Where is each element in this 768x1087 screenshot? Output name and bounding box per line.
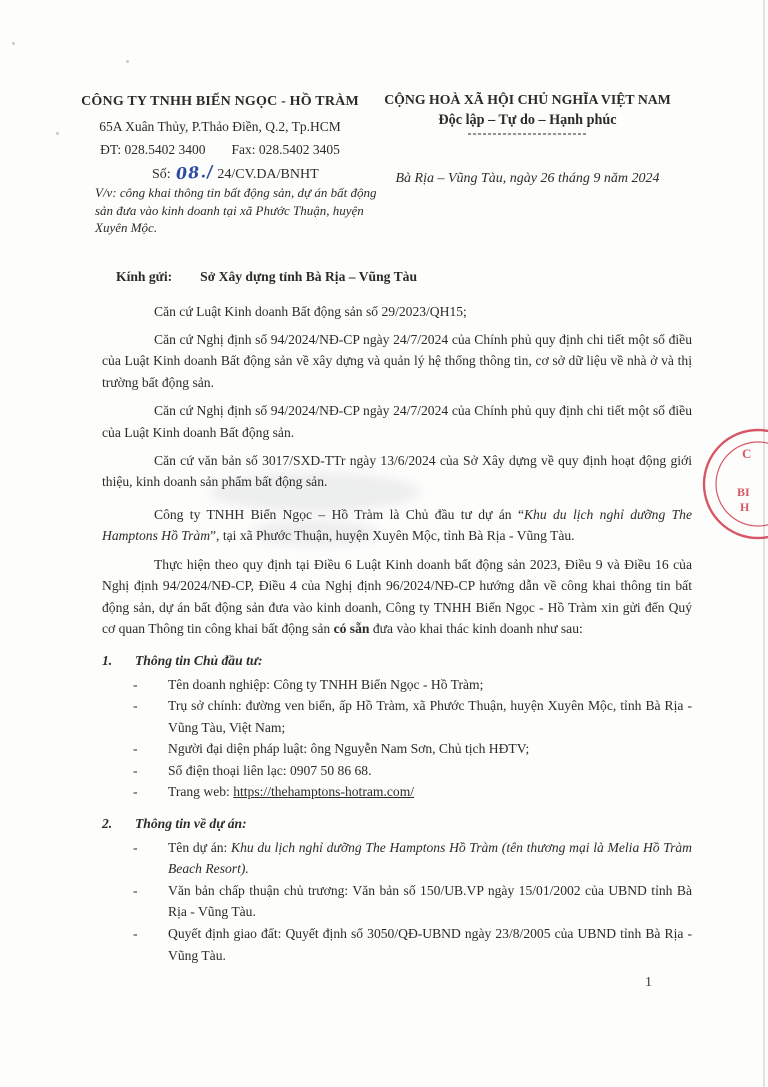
paragraph: Căn cứ Nghị định số 94/2024/NĐ-CP ngày 24/7/2024 của Chính phủ quy định chi tiết một số điều của Luật Kinh doanh Bất động sản. (102, 402, 692, 440)
scan-speck (126, 60, 129, 63)
list-item: - Trụ sở chính: đường ven biển, ấp Hồ Tràm, xã Phước Thuận, huyện Xuyên Mộc, tỉnh Bà Rịa - Vũng Tàu, Việt Nam; (102, 695, 692, 738)
list-item: - Quyết định giao đất: Quyết định số 3050/QĐ-UBND ngày 23/8/2005 của UBND tỉnh Bà Rịa - Vũng Tàu. (102, 923, 692, 966)
section-title: Thông tin Chủ đầu tư: (135, 652, 263, 668)
company-address: 65A Xuân Thủy, P.Thảo Điền, Q.2, Tp.HCM (99, 119, 341, 134)
svg-text:BI: BI (737, 485, 750, 499)
section-1-heading (102, 650, 692, 672)
date-line: Bà Rịa – Vũng Tàu, ngày 26 tháng 9 năm 2024 (395, 171, 660, 186)
bullet-marker: - (133, 926, 138, 942)
svg-text:H: H (740, 500, 750, 514)
recipient-label: Kính gửi: (116, 269, 173, 284)
bullet-marker: - (133, 741, 138, 757)
motto-divider: ------------------------ (467, 126, 588, 140)
reference-number-line (60, 163, 380, 183)
national-motto: Độc lập – Tự do – Hạnh phúc (438, 112, 617, 128)
list-item: - Trang web: https://thehamptons-hotram.com/ (102, 781, 692, 803)
national-title: CỘNG HOÀ XÃ HỘI CHỦ NGHĨA VIỆT NAM (384, 92, 671, 107)
section-title: Thông tin về dự án: (135, 816, 247, 832)
header-left (60, 94, 380, 237)
paragraph: Công ty TNHH Biển Ngọc – Hồ Tràm là Chủ đầu tư dự án “Khu du lịch nghỉ dưỡng The Hamptons Hồ Tràm”, tại xã Phước Thuận, huyện Xuyên Mộc, tỉnh Bà Rịa - Vũng Tàu. (102, 506, 692, 544)
website-link: https://thehamptons-hotram.com/ (233, 784, 415, 800)
reference-handwritten-number: 08./ (175, 161, 214, 184)
list-item: - Số điện thoại liên lạc: 0907 50 86 68. (102, 760, 692, 782)
bullet-marker: - (133, 676, 138, 692)
bullet-marker: - (133, 839, 138, 855)
page-number: 1 (645, 975, 652, 990)
fax-number: Fax: 028.5402 3405 (231, 142, 340, 157)
reference-prefix: Số: (152, 167, 171, 182)
section-number: 2. (102, 816, 113, 832)
svg-text:C: C (742, 446, 752, 461)
paragraph: Căn cứ Luật Kinh doanh Bất động sản số 29/2023/QH15; (154, 303, 467, 319)
subject-line: V/v: công khai thông tin bất động sản, dự án bất động sản đưa vào kinh doanh tại xã Phước Thuận, huyện Xuyên Mộc. (95, 185, 377, 236)
phone-fax-line (60, 142, 380, 158)
list-item: - Tên doanh nghiệp: Công ty TNHH Biển Ngọc - Hồ Tràm; (102, 674, 692, 696)
bullet-marker: - (133, 698, 138, 714)
reference-suffix: 24/CV.DA/BNHT (217, 167, 319, 182)
section-number: 1. (102, 652, 113, 668)
bullet-marker: - (133, 784, 138, 800)
phone-number: ĐT: 028.5402 3400 (100, 142, 206, 157)
paragraph: Căn cứ văn bản số 3017/SXD-TTr ngày 13/6/2024 của Sở Xây dựng về quy định hoạt động giới thiệu, kinh doanh sản phẩm bất động sản. (102, 452, 692, 490)
header-right (375, 92, 680, 187)
red-circular-stamp-icon (686, 425, 768, 550)
section-2-heading (102, 813, 692, 835)
company-name: CÔNG TY TNHH BIỂN NGỌC - HỒ TRÀM (81, 94, 359, 109)
document-body (102, 266, 692, 966)
scan-speck (12, 42, 15, 45)
recipient-line (116, 266, 692, 288)
bullet-marker: - (133, 882, 138, 898)
paragraph: Thực hiện theo quy định tại Điều 6 Luật Kinh doanh bất động sản 2023, Điều 9 và Điều 16 của Nghị định 94/2024/NĐ-CP, Điều 4 của Nghị định 96/2024/NĐ-CP hướng dẫn về công khai thông tin bất động sản, dự án bất động sản đưa vào kinh doanh, Công ty TNHH Biển Ngọc - Hồ Tràm xin gửi đến Quý cơ quan Thông tin công khai bất động sản có sẵn đưa vào khai thác kinh doanh như sau: (102, 556, 692, 637)
recipient-name: Sở Xây dựng tỉnh Bà Rịa – Vũng Tàu (200, 269, 418, 284)
list-item: - Tên dự án: Khu du lịch nghỉ dưỡng The Hamptons Hồ Tràm (tên thương mại là Melia Hồ Tràm Beach Resort). (102, 837, 692, 880)
list-item: - Văn bản chấp thuận chủ trương: Văn bản số 150/UB.VP ngày 15/01/2002 của UBND tỉnh Bà Rịa - Vũng Tàu. (102, 880, 692, 923)
list-item: - Người đại diện pháp luật: ông Nguyễn Nam Sơn, Chủ tịch HĐTV; (102, 738, 692, 760)
bullet-marker: - (133, 762, 138, 778)
paragraph: Căn cứ Nghị định số 94/2024/NĐ-CP ngày 24/7/2024 của Chính phủ quy định chi tiết một số điều của Luật Kinh doanh Bất động sản về xây dựng và quản lý hệ thống thông tin, cơ sở dữ liệu về nhà ở và thị trường bất động sản. (102, 331, 692, 390)
scan-speck (56, 132, 59, 135)
